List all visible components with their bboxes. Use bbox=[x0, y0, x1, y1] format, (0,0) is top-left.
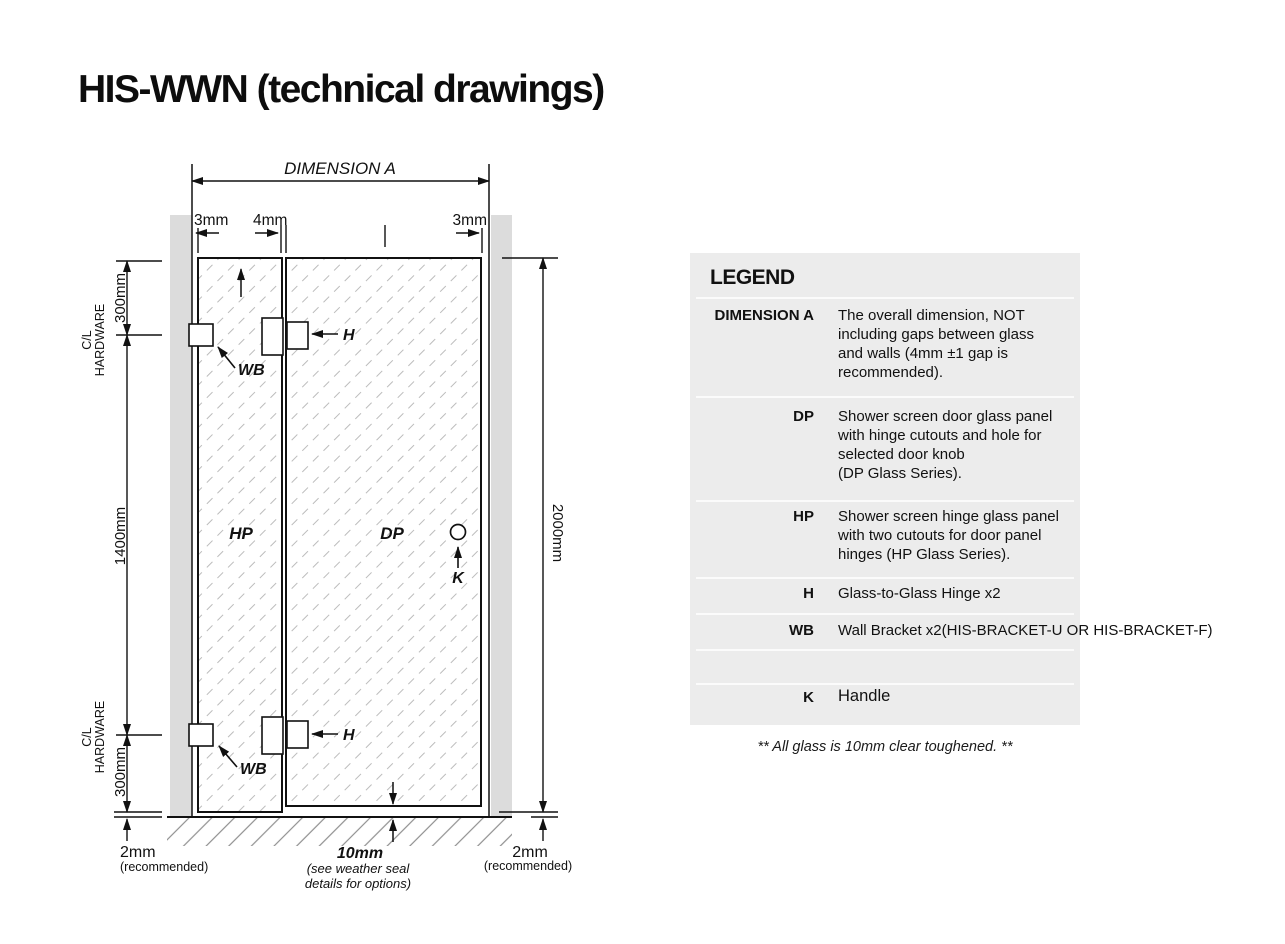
gap-wall-left-label: 3mm bbox=[194, 212, 229, 229]
legend-title: LEGEND bbox=[710, 266, 795, 289]
legend-desc-dp: Shower screen door glass panel with hinge cutouts and hole for selected door knob (DP Glass Series). bbox=[838, 408, 1053, 482]
legend-divider bbox=[696, 577, 1074, 579]
dim-2000-label: 2000mm bbox=[549, 503, 566, 563]
floor-gap-center-note1: (see weather seal bbox=[306, 861, 410, 876]
floor-gap-left-label: 2mm bbox=[120, 844, 156, 861]
bracket-top bbox=[189, 324, 213, 346]
floor-gap-right-note: (recommended) bbox=[483, 859, 573, 873]
cl-hardware-bottom-label: C/LHARDWARE bbox=[80, 700, 107, 774]
legend-term-wb: WB bbox=[789, 622, 814, 639]
legend-divider bbox=[696, 500, 1074, 502]
legend-divider bbox=[696, 649, 1074, 651]
page-title: HIS-WWN (technical drawings) bbox=[78, 68, 604, 111]
panel-dp-label: DP bbox=[380, 524, 404, 543]
dim-300-bottom-label: 300mm bbox=[112, 746, 129, 798]
handle-knob bbox=[451, 525, 466, 540]
floor-gap-center-label: 10mm bbox=[336, 845, 384, 862]
legend-panel bbox=[690, 253, 1213, 725]
legend-desc-k: Handle bbox=[838, 687, 891, 705]
hinge-bottom-label: H bbox=[343, 727, 355, 744]
panel-hp-label: HP bbox=[229, 524, 253, 543]
legend-term-hp: HP bbox=[793, 508, 814, 525]
hinge-top-label: H bbox=[343, 327, 355, 344]
legend-divider bbox=[696, 613, 1074, 615]
top-gap-dimensions bbox=[196, 225, 482, 253]
dim-1400-label: 1400mm bbox=[112, 506, 129, 566]
legend-desc-dimension-a: The overall dimension, NOT including gaps between glass and walls (4mm ±1 gap is recommended). bbox=[838, 307, 1034, 381]
legend-desc-wb: Wall Bracket x2(HIS-BRACKET-U OR HIS-BRACKET-F) bbox=[838, 622, 1213, 639]
bracket-bottom bbox=[189, 724, 213, 746]
gap-panels-label: 4mm bbox=[253, 212, 288, 229]
legend-term-dp: DP bbox=[793, 408, 814, 425]
legend-divider bbox=[696, 396, 1074, 398]
handle-label: K bbox=[452, 570, 464, 587]
bracket-bottom-label: WB bbox=[240, 761, 267, 778]
bracket-top-label: WB bbox=[238, 362, 265, 379]
dim-300-top-label: 300mm bbox=[112, 272, 129, 324]
legend-term-h: H bbox=[803, 585, 814, 602]
legend-desc-hp: Shower screen hinge glass panel with two cutouts for door panel hinges (HP Glass Series). bbox=[838, 508, 1059, 563]
legend-divider bbox=[696, 297, 1074, 299]
wall-right bbox=[491, 215, 512, 817]
floor-gap-center-note2: details for options) bbox=[304, 876, 412, 891]
legend-term-k: K bbox=[803, 689, 814, 706]
legend-divider bbox=[696, 683, 1074, 685]
legend-footnote: ** All glass is 10mm clear toughened. ** bbox=[757, 739, 1013, 755]
floor-gap-left-note: (recommended) bbox=[120, 860, 209, 874]
gap-wall-right-label: 3mm bbox=[452, 212, 487, 229]
dimension-a-label: DIMENSION A bbox=[284, 159, 396, 178]
floor-gap-right-label: 2mm bbox=[512, 844, 548, 861]
legend-term-dimension-a: DIMENSION A bbox=[714, 307, 814, 324]
floor-hatch bbox=[167, 818, 512, 846]
cl-hardware-top-label: C/LHARDWARE bbox=[80, 303, 107, 377]
legend-desc-h: Glass-to-Glass Hinge x2 bbox=[838, 585, 1001, 602]
